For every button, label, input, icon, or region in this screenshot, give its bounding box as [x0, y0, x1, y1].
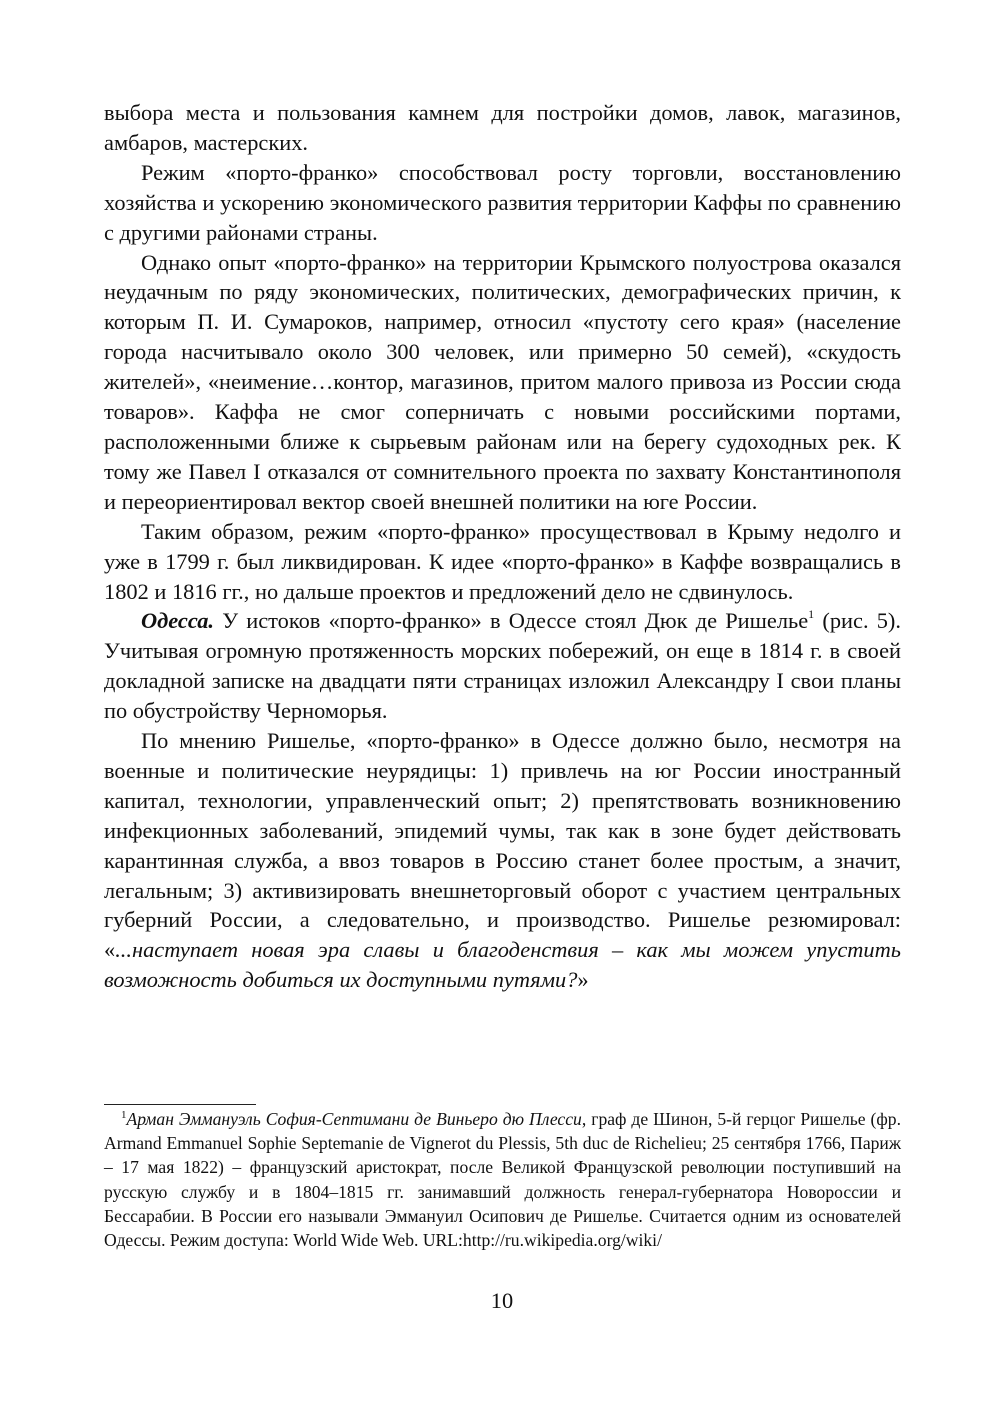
paragraph-1: выбора места и пользования камнем для постройки домов, лавок, магазинов, амбаров, мастерских.: [104, 100, 901, 155]
footnote-marker: 1: [121, 1109, 127, 1122]
paragraph-2: Режим «порто-франко» способствовал росту торговли, восстановлению хозяйства и ускорению экономического развития территории Каффы по сравнению с другими районами страны.: [104, 159, 901, 245]
main-text: [104, 98, 901, 995]
paragraph-5-text-a: У истоков «порто-франко» в Одессе стоял Дюк де Ришелье: [214, 608, 809, 634]
paragraph-4: Таким образом, режим «порто-франко» просуществовал в Крыму недолго и уже в 1799 г. был ликвидирован. К идее «порто-франко» в Каффе возвращались в 1802 и 1816 гг., но дальше проектов и предложений дело не сдвинулось.: [104, 518, 901, 604]
section-heading-odessa: Одесса.: [141, 608, 215, 634]
page-number: 10: [490, 1288, 514, 1313]
footnote-text: , граф де Шинон, 5-й герцог Ришелье (фр. Armand Emmanuel Sophie Septemanie de Vignerot du Plessis, 5th duc de Richelieu; 25 сентября 1766, Париж – 17 мая 1822) – французский аристократ, после Великой Французской революции поступивший на русскую службу и в 1804–1815 гг. занимавший должность генерал-губернатора Новороссии и Бессарабии. В России его называли Эммануил Осипович де Ришелье. Считается одним из основателей Одессы. Режим доступа: World Wide Web. URL:http://ru.wikipedia.org/wiki/: [104, 1109, 901, 1251]
paragraph-5: [104, 606, 901, 726]
footnote: [104, 1107, 901, 1252]
footnote-name: Арман Эммануэль София-Септимани де Виньеро дю Плесси: [126, 1109, 582, 1129]
paragraph-3: Однако опыт «порто-франко» на территории Крымского полуострова оказался неудачным по ряду экономических, политических, демографических причин, к которым П. И. Сумароков, например, относил «пустоту сего края» (население города насчитывало около 300 человек, или примерно 50 семей), «скудость жителей», «неимение…контор, магазинов, притом малого привоза из России сюда товаров». Каффа не смог соперничать с новыми российскими портами, расположенными ближе к сырьевым районам или на берегу судоходных рек. К тому же Павел I отказался от сомнительного проекта по захвату Константинополя и переориентировал вектор своей внешней политики на юге России.: [104, 249, 901, 514]
footnote-divider: [104, 1104, 256, 1105]
quote-close-mark: »: [577, 967, 589, 993]
richelieu-quote: ...наступает новая эра славы и благоденствия – как мы можем упустить возможность добиться их доступными путями?: [104, 937, 901, 993]
paragraph-6: [104, 726, 901, 995]
paragraph-5-text-b: (рис. 5). Учитывая огромную протяженность морских побережий, он еще в 1814 г. в своей докладной записке на двадцати пяти страницах изложил Александру I свои планы по обустройству Черноморья.: [104, 608, 901, 724]
footnote-reference: 1: [808, 606, 815, 621]
paragraph-6-text: По мнению Ришелье, «порто-франко» в Одессе должно было, несмотря на военные и политические неурядицы: 1) привлечь на юг России иностранный капитал, технологии, управленческий опыт; 2) препятствовать возникновению инфекционных заболеваний, эпидемий чумы, так как в зоне будет действовать карантинная служба, а ввоз товаров в Россию станет более простым, а значит, легальным; 3) активизировать внешнеторговый оборот с участием центральных губерний России, а следовательно, и производство. Ришелье резюмировал: «: [104, 728, 901, 963]
